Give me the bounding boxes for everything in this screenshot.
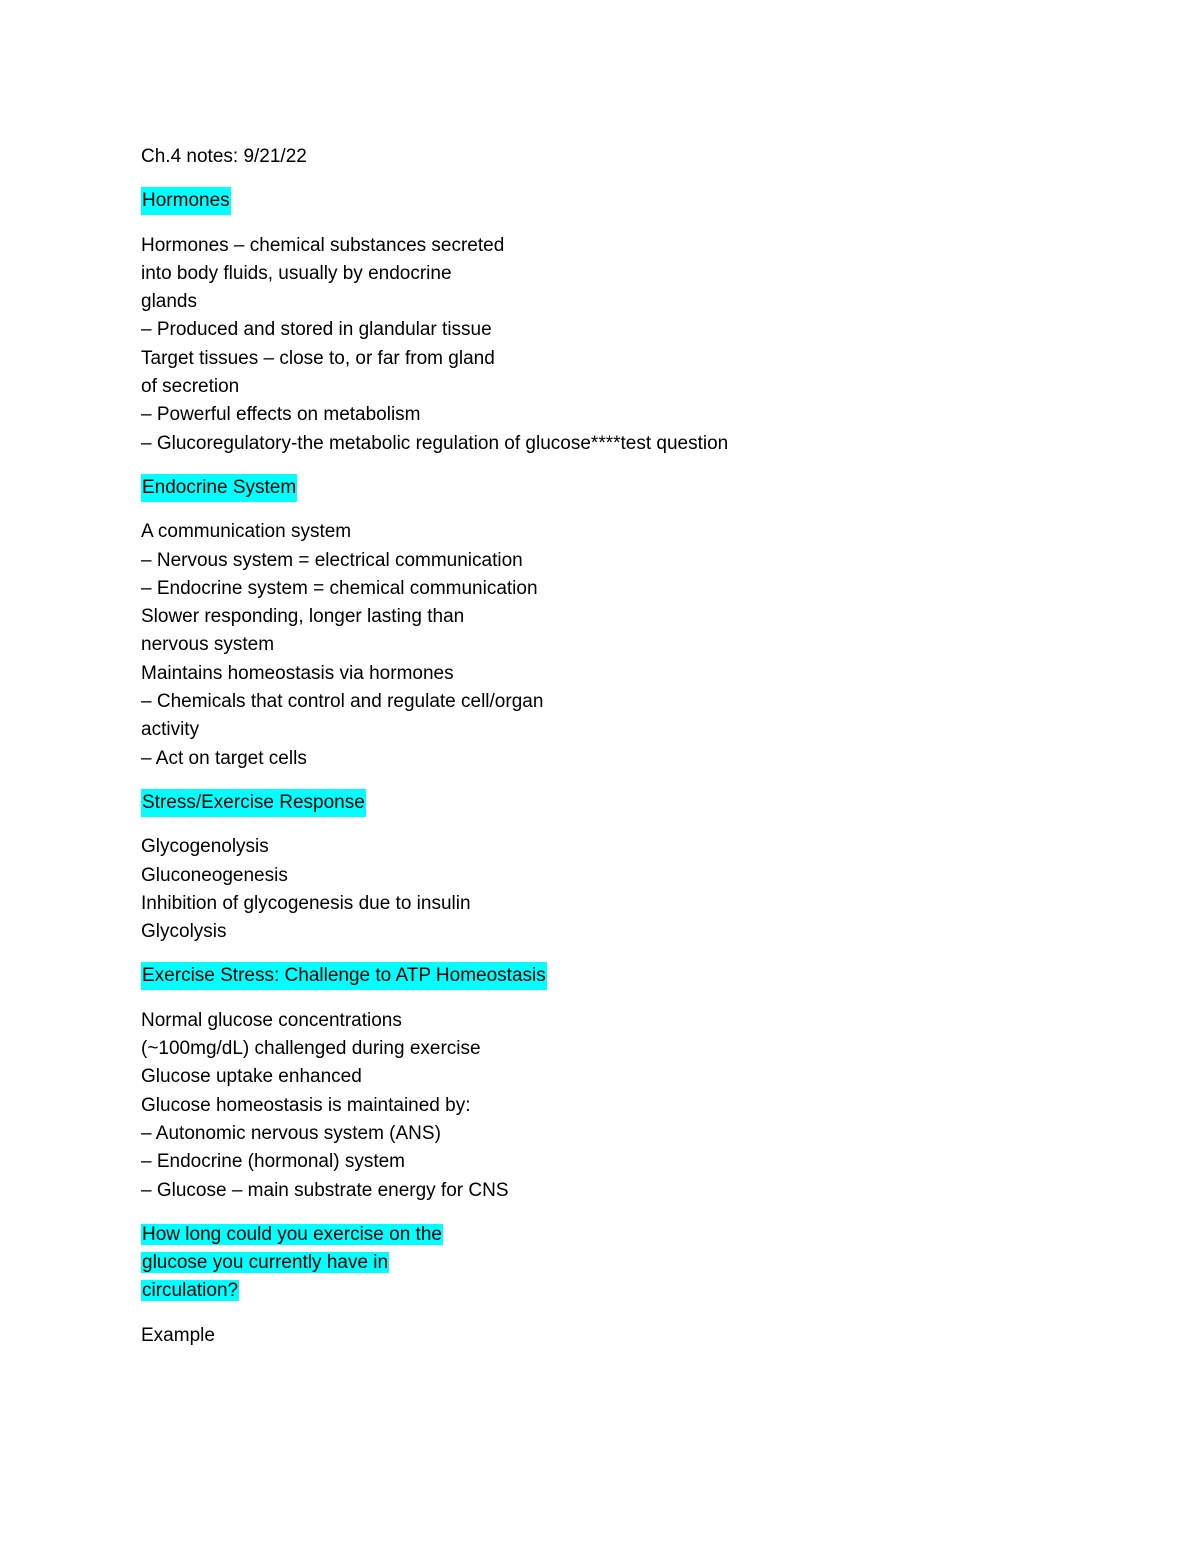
note-line: Hormones – chemical substances secreted xyxy=(141,234,505,256)
note-line: Target tissues – close to, or far from gland xyxy=(141,347,495,369)
note-line: Glucose uptake enhanced xyxy=(141,1066,362,1088)
note-line: Inhibition of glycogenesis due to insulin xyxy=(141,892,471,914)
note-line: Glucose homeostasis is maintained by: xyxy=(141,1094,471,1116)
document-page xyxy=(141,143,1041,1350)
section-heading-block xyxy=(141,962,1041,990)
note-line: Gluconeogenesis xyxy=(141,864,288,886)
note-line: – Glucose – main substrate energy for CNS xyxy=(141,1179,509,1201)
note-line: nervous system xyxy=(141,634,275,656)
section-heading-block xyxy=(141,789,1041,817)
question-line xyxy=(141,1221,1041,1249)
note-line: – Act on target cells xyxy=(141,747,307,769)
note-line: of secretion xyxy=(141,376,240,398)
section-exercise-stress xyxy=(141,1007,1041,1205)
highlighted-question xyxy=(141,1221,1041,1306)
note-line: – Chemicals that control and regulate cell/organ xyxy=(141,691,544,713)
document-title: Ch.4 notes: 9/21/22 xyxy=(141,146,307,167)
section-stress-exercise-response xyxy=(141,833,1041,946)
section-heading-hormones: Hormones xyxy=(141,187,231,215)
note-line: – Powerful effects on metabolism xyxy=(141,404,421,426)
note-line: (~100mg/dL) challenged during exercise xyxy=(141,1038,481,1060)
note-line: into body fluids, usually by endocrine xyxy=(141,262,452,284)
note-line: – Produced and stored in glandular tissue xyxy=(141,319,492,341)
note-line: – Nervous system = electrical communication xyxy=(141,549,523,571)
section-heading-block xyxy=(141,187,1041,215)
note-line: A communication system xyxy=(141,521,352,543)
section-heading-endocrine-system: Endocrine System xyxy=(141,474,297,502)
question-line-text: How long could you exercise on the xyxy=(142,1223,442,1245)
note-line: Glycogenolysis xyxy=(141,836,269,858)
note-line: – Autonomic nervous system (ANS) xyxy=(141,1122,441,1144)
note-line: Maintains homeostasis via hormones xyxy=(141,662,454,684)
question-line xyxy=(141,1249,1041,1277)
question-line-text: glucose you currently have in xyxy=(142,1252,389,1274)
section-endocrine-system xyxy=(141,518,1041,773)
note-line: – Endocrine system = chemical communication xyxy=(141,577,538,599)
section-heading-stress-exercise-response: Stress/Exercise Response xyxy=(141,789,366,817)
section-heading-block xyxy=(141,474,1041,502)
note-line: glands xyxy=(141,291,197,313)
note-line: Glycolysis xyxy=(141,921,227,943)
note-line: – Glucoregulatory-the metabolic regulation of glucose****test question xyxy=(141,432,729,454)
note-line: Slower responding, longer lasting than xyxy=(141,606,465,628)
note-line: – Endocrine (hormonal) system xyxy=(141,1151,405,1173)
example-label: Example xyxy=(141,1324,215,1346)
section-heading-exercise-stress: Exercise Stress: Challenge to ATP Homeostasis xyxy=(141,962,547,990)
section-hormones xyxy=(141,232,1041,458)
note-line: activity xyxy=(141,719,200,741)
note-line: Normal glucose concentrations xyxy=(141,1009,402,1031)
question-line xyxy=(141,1277,1041,1305)
question-line-text: circulation? xyxy=(142,1280,239,1302)
